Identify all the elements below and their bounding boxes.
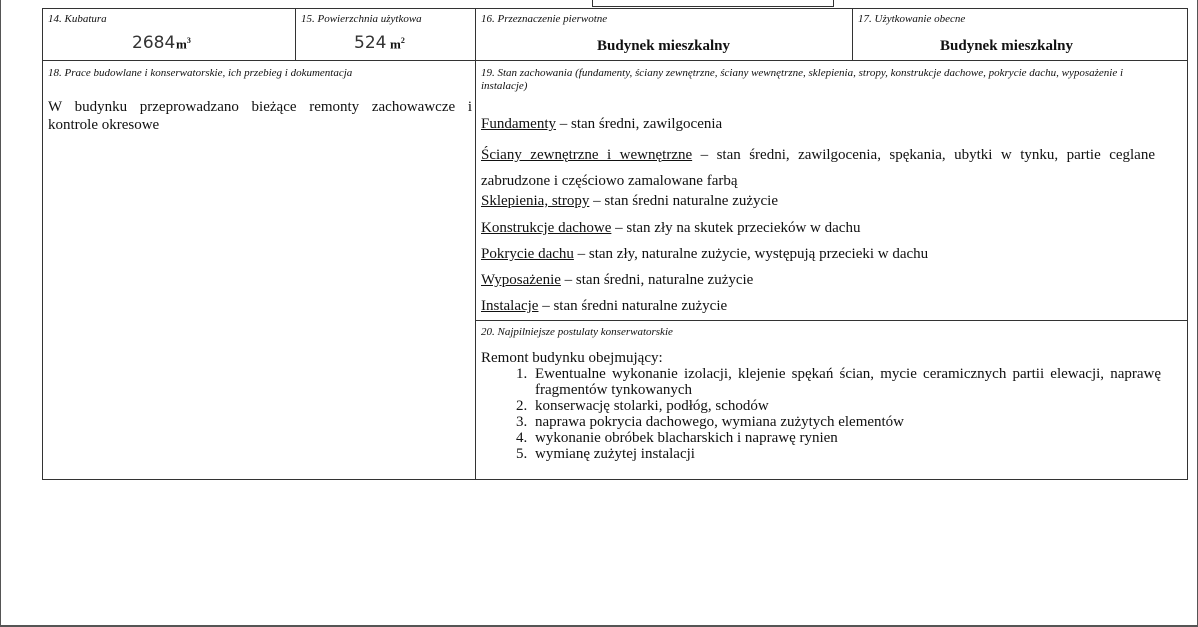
condition-desc: – stan średni naturalne zużycie bbox=[589, 193, 778, 209]
list-item: 5. wymianę zużytej instalacji bbox=[531, 446, 1161, 462]
field-14-value: 2684 bbox=[132, 33, 176, 53]
field-17-label: 17. Użytkowanie obecne bbox=[858, 13, 966, 25]
condition-desc: – stan średni, naturalne zużycie bbox=[560, 272, 754, 288]
condition-term: Fundamenty bbox=[481, 116, 556, 132]
condition-item bbox=[481, 220, 860, 236]
condition-item bbox=[481, 142, 1155, 194]
col-16-rule bbox=[475, 8, 476, 480]
field-17-value: Budynek mieszkalny bbox=[940, 38, 1073, 54]
field-16-value: Budynek mieszkalny bbox=[597, 38, 730, 54]
table-bottom-rule bbox=[42, 479, 1188, 480]
col-15-rule bbox=[295, 8, 296, 61]
col-17-rule bbox=[852, 8, 853, 61]
table-top-rule bbox=[42, 8, 1188, 9]
condition-term: Pokrycie dachu bbox=[481, 246, 574, 262]
field-15-unit: $m^2$ bbox=[390, 36, 405, 52]
section-19-label: 19. Stan zachowania (fundamenty, ściany zewnętrzne, ściany wewnętrzne, sklepienia, stropy, konstrukcje dachowe, pokrycie dachu, wyposażenie i instalacje) bbox=[481, 67, 1124, 92]
condition-item bbox=[481, 298, 727, 314]
condition-term: Ściany zewnętrzne i wewnętrzne bbox=[481, 147, 693, 163]
section-20-intro: Remont budynku obejmujący: bbox=[481, 350, 663, 366]
frame-left-edge bbox=[0, 0, 1, 627]
section-18-label: 18. Prace budowlane i konserwatorskie, ich przebieg i dokumentacja bbox=[48, 67, 353, 79]
condition-term: Sklepienia, stropy bbox=[481, 193, 590, 209]
table-right-rule bbox=[1187, 8, 1188, 480]
condition-item bbox=[481, 272, 753, 288]
field-14-unit: $m^3$ bbox=[176, 36, 191, 52]
condition-desc: – stan zły, naturalne zużycie, występują przecieki w dachu bbox=[573, 246, 929, 262]
section-18-text: W budynku przeprowadzano bieżące remonty zachowawcze i kontrole okresowe bbox=[48, 99, 472, 133]
list-item: 1. Ewentualne wykonanie izolacji, klejenie spękań ścian, mycie ceramicznych partii elewacji, naprawę fragmentów tynkowanych bbox=[531, 366, 1161, 398]
condition-desc: – stan średni, zawilgocenia bbox=[556, 116, 723, 132]
list-item: 2. konserwację stolarki, podłóg, schodów bbox=[531, 398, 1161, 414]
section-20-rule bbox=[476, 320, 1188, 321]
condition-desc: – stan średni naturalne zużycie bbox=[538, 298, 728, 314]
condition-term: Instalacje bbox=[481, 298, 539, 314]
condition-desc: – stan średni, zawilgocenia, spękania, ubytki w tynku, partie ceglane zabrudzone i częściowo zamalowane farbą bbox=[481, 147, 1155, 189]
condition-desc: – stan zły na skutek przecieków w dachu bbox=[611, 220, 861, 236]
field-15-value: 524 bbox=[354, 33, 387, 53]
section-20-label: 20. Najpilniejsze postulaty konserwatorskie bbox=[481, 326, 673, 338]
condition-item bbox=[481, 116, 722, 132]
postulates-list bbox=[481, 366, 1161, 462]
list-item: 3. naprawa pokrycia dachowego, wymiana zużytych elementów bbox=[531, 414, 1161, 430]
condition-item bbox=[481, 246, 928, 262]
field-14-label: 14. Kubatura bbox=[48, 13, 107, 25]
condition-item bbox=[481, 193, 778, 209]
field-15-label: 15. Powierzchnia użytkowa bbox=[301, 13, 422, 25]
field-16-label: 16. Przeznaczenie pierwotne bbox=[481, 13, 608, 25]
condition-term: Konstrukcje dachowe bbox=[481, 220, 612, 236]
table-left-rule bbox=[42, 8, 43, 480]
condition-term: Wyposażenie bbox=[481, 272, 561, 288]
list-item: 4. wykonanie obróbek blacharskich i naprawę rynien bbox=[531, 430, 1161, 446]
top-cell-fragment bbox=[592, 0, 834, 7]
header-row-rule bbox=[42, 60, 1188, 61]
section-20-body bbox=[481, 350, 1161, 462]
